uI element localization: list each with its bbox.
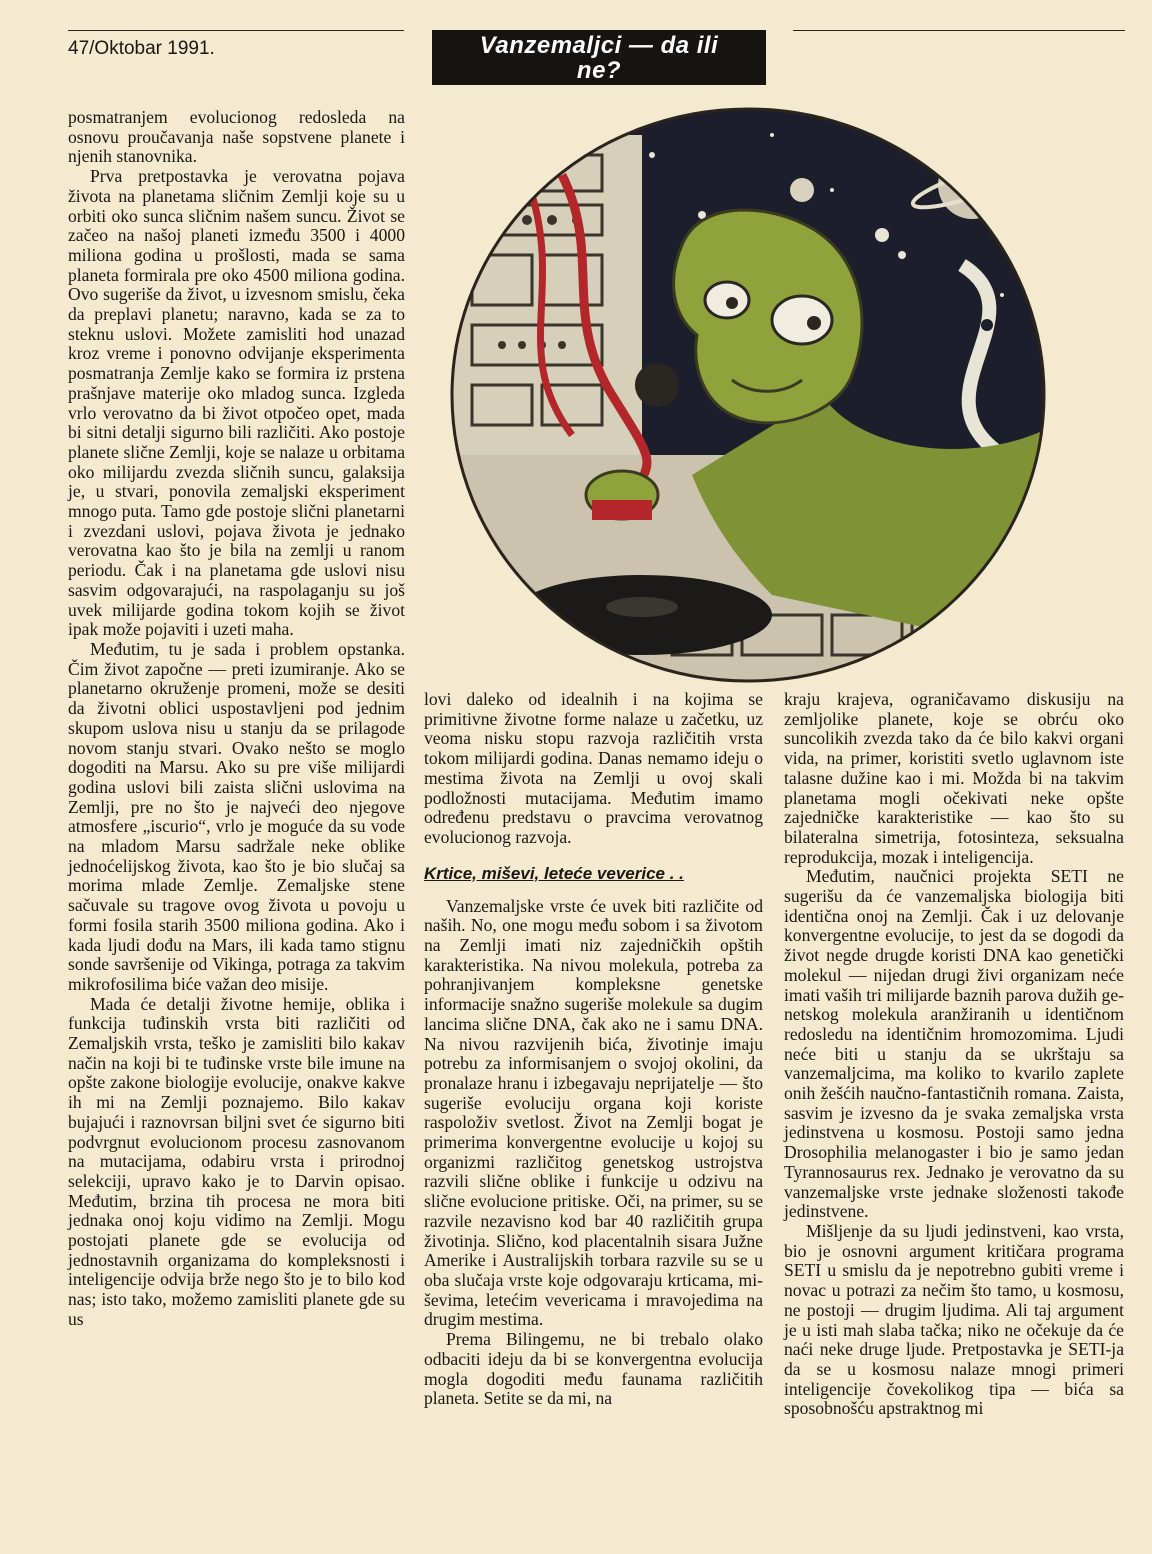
article-title: [432, 30, 766, 85]
col3-paragraph-2: Međutim, naučnici projekta SETI ne sugerišu da će vanzemaljska biologija biti identična onoj na Zemlji. Čak i uz delovanje konvergentne evolucije, to jest da se dogodi da život negde drugde koristi DNA kao genetički molekul — nijedan drugi živi organizam neće imati vaših tri milijarde baznih parova dužih genetskog molekula aranžiranih u identičnom redosledu na identičnim hromozomima. Ljudi neće biti u stanju da se ukrštaju sa vanzemaljcima, ma koliko to kvarilo zaplete onih žešćih naučno-fantastičnih romana. Zaista, sasvim je izvesno da je svaka zemaljska vrsta jedinstvena u kosmosu. Postoji samo jedna Drosophilia melanogaster i bio je samo jedan Tyrannosaurus rex. Jednako je verovatno da su vanzemaljske vrste jednake složenosti takođe jedinstvene.: [784, 866, 1124, 1222]
article-title-line1: Vanzemaljci — da ili: [479, 32, 719, 59]
col1-paragraph-1: posmatranjem evolucionog redosleda na osnovu proučavanja naše sopstvene planete i njenih stanovnika.: [68, 107, 405, 167]
page-info: 47/Oktobar 1991.: [68, 38, 215, 59]
text-column-3: [784, 690, 1124, 1419]
col3-paragraph-1: kraju krajeva, ograničavamo diskusiju na zemljolike planete, koje se obrću oko suncolikih zvezda tako da će bilo kakvi organi vida, na primer, koristiti svetlo uglavnom iste talasne dužine kao i mi. Možda bi na takvim planetama mogli očekivati neke opšte zajedničke karakteristike — kao što su bilateralna simetrija, fotosinteza, seksualna reprodukcija, mozak i inteligencija.: [784, 689, 1124, 867]
header-rule-right: [793, 30, 1125, 31]
header-rule-left: [68, 30, 404, 31]
text-column-1: [68, 108, 405, 1330]
alien-dj-illustration-icon: [442, 95, 1054, 683]
text-column-2: [424, 690, 763, 1409]
col1-paragraph-2: Prva pretpostavka je verovatna pojava života na planetama sličnim Zemlji koje su u orbiti oko sunca sličnim našem suncu. Život se začeo na našoj planeti između 3500 i 4000 miliona godina u prošlosti, mada se sama planeta formirala pre oko 4500 miliona godina. Ovo sugeriše da život, u izvesnom smislu, čeka da preplavi planetu; naravno, kada se za to steknu uslovi. Možete zamisliti hod unazad kroz vreme i ponovno odvijanje eksperimenta posmatranja Zemlje kako se formira iz prstena prašnjave materije oko mladog sunca. Izgleda vrlo verovatno da bi život otpočeo opet, mada bi sitni detalji sigurno bili različiti. Ako postoje planete slične Zemlji, koje se nalaze u orbitama oko milijardu zvezda sličnih suncu, galaksija je, u stvari, ponovila zemaljski eksperiment mnogo puta. Tamo gde postoje slični planetarni i zvezdani uslovi, pojava života je jednako verovatna kao što je bila na zemlji u ranom periodu. Čak i na planetama gde uslovi nisu sasvim odgovarajući, na raspolaganju su još uvek milijarde godina tokom kojih se život ipak može pojaviti i uzeti maha.: [68, 166, 405, 640]
col2-paragraph-3: Prema Bilingemu, ne bi trebalo olako odbaciti ideju da bi se konvergentna evolucija mogla dogoditi među faunama različitih planeta. Setite se da mi, na: [424, 1329, 763, 1409]
col2-paragraph-1: lovi daleko od idealnih i na kojima se primitivne životne forme nalaze u začetku, uz veoma nisku stopu razvoja različitih vrsta tokom milijardi godina. Danas nemamo ideju o mestima života na Zemlji u ovoj skali podložnosti mutacijama. Međutim imamo određenu predstavu o pravcima verovatnog evolucionog razvoja.: [424, 689, 763, 847]
col1-paragraph-3: Međutim, tu je sada i problem opstanka. Čim život započne — preti izumiranje. Ako se planetarno okruženje promeni, može se desiti da životni oblici uspostavljeni pod jednim skupom uslova nisu u stanju da se prilagode novom stanju stvari. Ovako nešto se moglo dogoditi na Marsu. Ako su pre više milijardi godina uslovi bili zaista slični uslovima na Zemlji, pre no što je najveći deo njegove atmosfere „iscurio“, vrlo je moguće da su vode na mladom Marsu sadržale neke oblike jednoćelijskog života, kao što je bio slučaj sa morima mlade Zemlje. Zemaljske stene sačuvale su tragove ovog života u povoju u formi fosila starih 3500 miliona godina. Ako i kada ljudi dođu na Mars, ili kada tamo stignu sonde savršenije od Vikinga, potraga za takvim mikrofosilima biće važan deo misije.: [68, 638, 405, 994]
section-subheading: Krtice, miševi, leteće veverice . .: [424, 863, 684, 883]
article-title-line2: ne?: [576, 57, 622, 84]
col2-paragraph-2: Vanzemaljske vrste će uvek biti različite od naših. No, one mogu među sobom i sa životom na Zemlji imati niz zajedničkih opštih karakteristika. Na nivou molekula, potreba za pohranjivanjem kompleksne genetske informacije snažno sugeriše molekule sa dugim lancima slične DNA, čak ako ne i samu DNA. Na nivou razvijenih bića, životinje imaju potrebu za informisanjem o svojoj okolini, da pronalaze hranu i izbegavaju neprijatelje — što sugeriše evoluciju organa koji koriste raspoloživ svetlost. Život na Zemlji bogat je primerima konvergentne evolucije u kojoj su organizmi različitog genetskog ustrojstva razvili slične oblike i funkcije u odzivu na slične evolucione pritiske. Oči, na primer, su se razvile nezavisno kod bar 40 različitih grupa životinja. Slično, kod placentalnih sisara Južne Amerike i Australijskih torbara razvile su se u oba slučaja vrste koje odgovaraju krticama, miševima, letećim vevericama i mravojedima na drugim mestima.: [424, 895, 763, 1330]
col3-paragraph-3: Mišljenje da su ljudi jedinstveni, kao vrsta, bio je osnovni argument kritičara programa SETI u smislu da je nepotrebno gubiti vreme i novac u potrazi za nečim što tamo, u kosmosu, ne postoji — drugim ljudima. Ali taj argument je u isti mah slaba tačka; niko ne očekuje da će naći neke druge ljude. Pretpostavka je SETI-ja da se u kosmosu nalaze mnogi primeri inteligencije čovekolikog tipa — bića sa sposobnošću apstraktnog mi: [784, 1220, 1124, 1419]
col1-paragraph-4: Mada će detalji životne hemije, oblika i funkcija tuđinskih vrsta biti različiti od Zemaljskih vrsta, teško je zamisliti bilo kakav način na koji bi te tuđinske vrste bile imune na opšte zakone biologije evolucije, onakve kakve ih mi na Zemlji poznajemo. Bilo kakav bujajući i raznovrsan biljni svet će sigurno biti podvrgnut evolucionom procesu zasnovanom na mutacijama, odabiru vrsta i prirodnoj selekciji, upravo kako je to Darvin opisao. Međutim, brzina tih procesa ne mora biti jednaka onoj koju vidimo na Zemlji. Mogu postojati planete gde se evolucija od jednostavnih organizama do kompleksnosti i inteligencije odvija brže nego što je to bilo kod nas; isto tako, možemo zamisliti planete gde su us: [68, 993, 405, 1329]
